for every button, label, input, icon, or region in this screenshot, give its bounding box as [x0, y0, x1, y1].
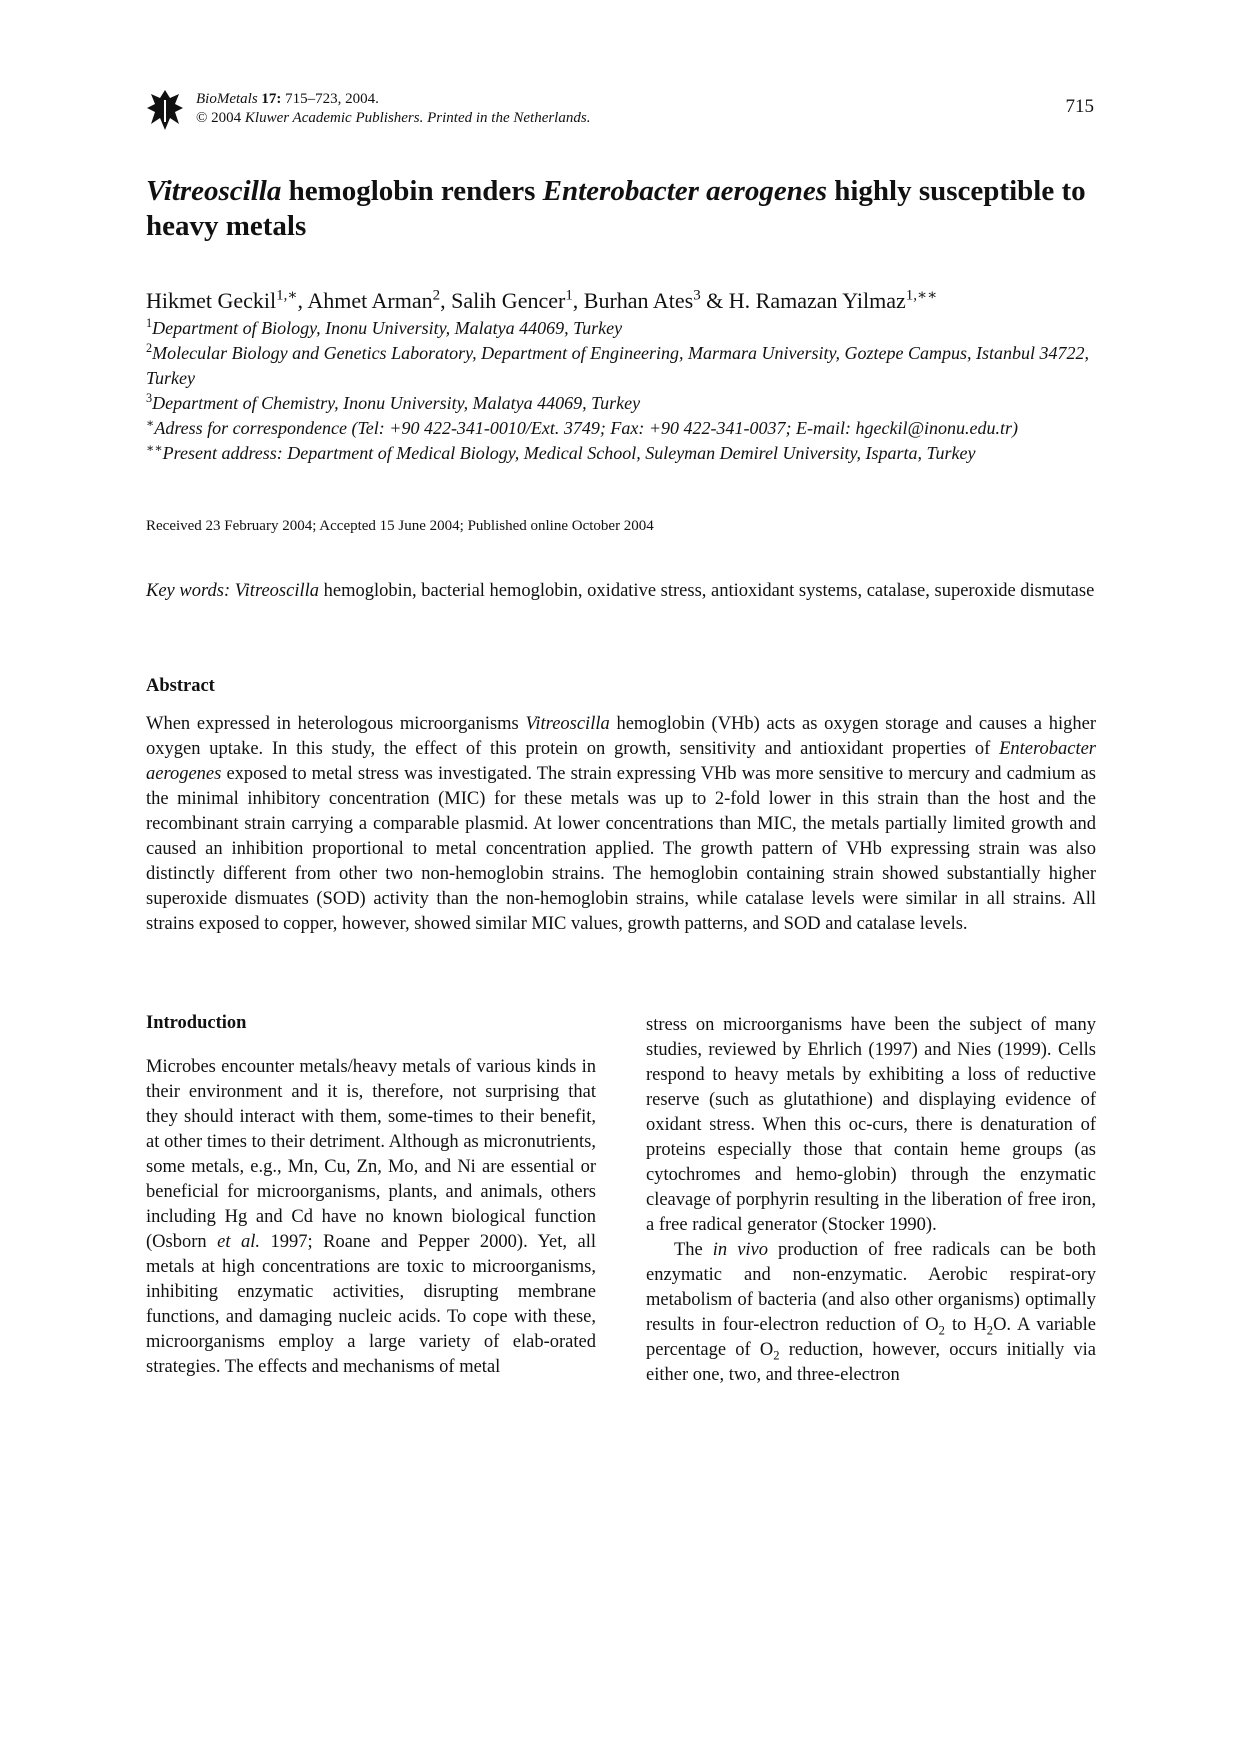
journal-line-2 — [196, 109, 590, 128]
author-affil-mark: 3 — [693, 287, 701, 304]
abstract-text: hemoglobin (VHb) acts as oxygen storage and causes a higher oxygen uptake. In this study, the effect of this protein on growth, sensitivity and antioxidant properties of — [146, 714, 1096, 759]
affiliation-text: Department of Biology, Inonu University, Malatya 44069, Turkey — [152, 318, 623, 338]
journal-name: BioMetals — [196, 91, 258, 107]
received-dates: Received 23 February 2004; Accepted 15 June 2004; Published online October 2004 — [146, 518, 654, 534]
paragraph-text: 1997; Roane and Pepper 2000). Yet, all metals at high concentrations are toxic to microorganisms, inhibiting enzymatic activities, disrupting membrane functions, and damaging nucleic acids. To cope with these, microorganisms employ a large variety of elab-orated strategies. The effects and mechanisms of metal — [146, 1232, 596, 1377]
abstract-text: When expressed in heterologous microorganisms — [146, 714, 526, 734]
journal-volume: 17: — [261, 91, 282, 107]
introduction-right-column — [646, 1013, 1096, 1388]
affiliations — [146, 316, 1096, 466]
keywords — [146, 579, 1096, 604]
affiliation-mark: 3 — [146, 391, 153, 405]
subscript: 2 — [773, 1348, 780, 1363]
author-affil-mark: 1 — [565, 287, 573, 304]
affiliation-mark: 2 — [146, 341, 153, 355]
author-affil-mark: 2 — [432, 287, 441, 304]
author-affil-mark: 1,∗∗ — [905, 287, 938, 304]
author-separator: , — [572, 288, 584, 313]
paragraph-text: O. A variable percentage of O — [646, 1315, 1096, 1360]
author-separator: & — [700, 288, 729, 313]
page-number: 715 — [1065, 96, 1094, 117]
printed-location: Printed in the Netherlands. — [427, 110, 591, 126]
affiliation-mark: 1 — [146, 316, 153, 330]
paragraph-italic: in vivo — [712, 1240, 769, 1260]
subscript: 2 — [986, 1323, 994, 1338]
introduction-paragraph: stress on microorganisms have been the subject of many studies, reviewed by Ehrlich (1997) and Nies (1999). Cells respond to heavy metals by exhibiting a loss of reductive reserve (such as glutathione) and displaying evidence of oxidant stress. When this oc-curs, there is denaturation of proteins especially those that contain heme groups (as cytochromes and hemo-globin) through the enzymatic cleavage of porphyrin resulting in the liberation of free iron, a free radical generator (Stocker 1990). — [646, 1015, 1096, 1235]
journal-line-1 — [196, 90, 590, 109]
paragraph-italic: et al. — [217, 1232, 260, 1252]
paragraph-text: production of free radicals can be both enzymatic and non-enzymatic. Aerobic respirat-ory metabolism of bacteria (and also other organisms) optimally results in four-electron reduction of O — [646, 1240, 1097, 1335]
author-affil-mark: 1,∗ — [276, 287, 298, 304]
paragraph-text: The — [674, 1240, 713, 1260]
introduction-paragraph — [146, 1055, 596, 1380]
keywords-label: Key words: — [146, 581, 231, 601]
title-text-2: highly susceptible to heavy metals — [146, 175, 1086, 242]
subscript: 2 — [938, 1323, 945, 1338]
copyright-symbol: © — [196, 110, 208, 126]
journal-citation — [196, 90, 590, 128]
introduction-left-column — [146, 1055, 596, 1380]
abstract-italic: Vitreoscilla — [525, 714, 610, 734]
present-address-text: Present address: Department of Medical Biology, Medical School, Suleyman Demirel University, Isparta, Turkey — [162, 443, 976, 463]
introduction-heading: Introduction — [146, 1013, 247, 1033]
correspondence-note — [146, 416, 1096, 441]
journal-pages-year: 715–723, 2004. — [285, 91, 379, 107]
author-name: Hikmet Geckil — [146, 288, 277, 313]
present-address-note — [146, 441, 1096, 466]
correspondence-text: Adress for correspondence (Tel: +90 422-341-0010/Ext. 3749; Fax: +90 422-341-0037; E-mail: hgeckil@inonu.edu.tr) — [154, 418, 1019, 438]
abstract-italic: Enterobacter aerogenes — [146, 739, 1096, 784]
paragraph-text: reduction, however, occurs initially via either one, two, and three-electron — [646, 1340, 1096, 1385]
abstract-body — [146, 712, 1096, 937]
title-text-1: hemoglobin renders — [281, 175, 543, 207]
keywords-list: hemoglobin, bacterial hemoglobin, oxidative stress, antioxidant systems, catalase, superoxide dismutase — [319, 581, 1095, 601]
copyright-year: 2004 — [211, 110, 242, 126]
affiliation — [146, 341, 1096, 391]
title-genus-1: Vitreoscilla — [146, 175, 282, 207]
kluwer-logo-icon — [146, 88, 184, 132]
abstract-heading: Abstract — [146, 676, 215, 696]
paragraph-text: Microbes encounter metals/heavy metals of various kinds in their environment and it is, therefore, not surprising that they should interact with them, some-times to their benefit, at other times to their detriment. Although as micronutrients, some metals, e.g., Mn, Cu, Zn, Mo, and Ni are essential or beneficial for microorganisms, plants, and animals, others including Hg and Cd have no known biological function (Osborn — [146, 1057, 596, 1252]
keywords-genus: Vitreoscilla — [234, 581, 319, 601]
introduction-paragraph — [646, 1238, 1096, 1388]
publisher-name: Kluwer Academic Publishers. — [244, 110, 424, 126]
author-list — [146, 287, 1096, 315]
author-name: Burhan Ates — [583, 288, 694, 313]
affiliation-text: Molecular Biology and Genetics Laboratory, Department of Engineering, Marmara University, Goztepe Campus, Istanbul 34722, Turkey — [146, 343, 1090, 388]
article-title — [146, 174, 1096, 244]
affiliation-text: Department of Chemistry, Inonu University, Malatya 44069, Turkey — [152, 393, 641, 413]
affiliation-mark: ∗ — [146, 416, 155, 430]
abstract-text: exposed to metal stress was investigated. The strain expressing VHb was more sensitive to mercury and cadmium as the minimal inhibitory concentration (MIC) for these metals was up to 2-fold lower in this strain than the host and the recombinant strain carrying a comparable plasmid. At lower concentrations than MIC, the metals partially limited growth and caused an inhibition proportional to metal concentration applied. The growth pattern of VHb expressing strain was also distinctly different from other two non-hemoglobin strains. The hemoglobin containing strain showed substantially higher superoxide dismuates (SOD) activity than the non-hemoglobin strains, while catalase levels were similar in all strains. All strains exposed to copper, however, showed similar MIC values, growth patterns, and SOD and catalase levels. — [146, 764, 1096, 934]
author-separator: , — [297, 288, 308, 313]
affiliation — [146, 316, 1096, 341]
affiliation — [146, 391, 1096, 416]
author-name: Salih Gencer — [451, 288, 566, 313]
author-separator: , — [440, 288, 452, 313]
affiliation-mark: ∗∗ — [146, 441, 163, 455]
author-name: Ahmet Arman — [307, 288, 433, 313]
paragraph-text: to H — [944, 1315, 987, 1335]
author-name: H. Ramazan Yilmaz — [728, 288, 906, 313]
title-species: Enterobacter aerogenes — [542, 175, 827, 207]
